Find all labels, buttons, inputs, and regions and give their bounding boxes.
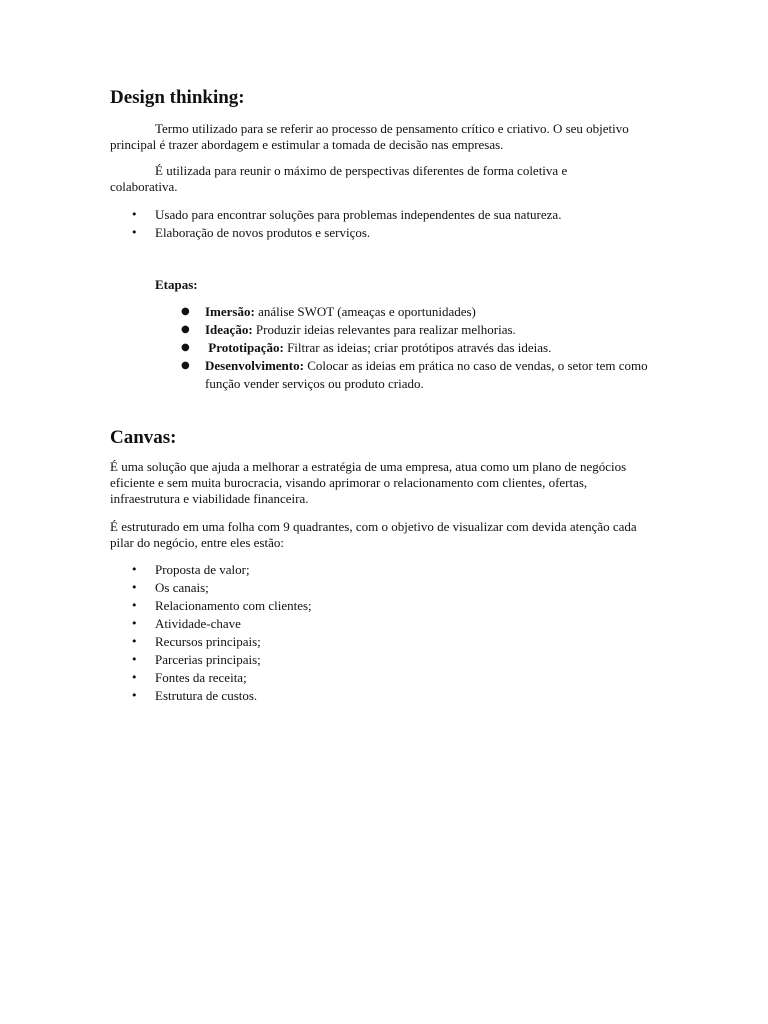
list-item-text: Atividade-chave [155,616,241,631]
etapa-item [0,339,655,357]
list-item [0,669,312,687]
bullet-icon: • [131,671,138,684]
list-item-text: Proposta de valor; [155,562,250,577]
bullet-icon: • [131,689,138,702]
bullet-icon: • [131,635,138,648]
canvas-heading: Canvas: [110,427,177,448]
list-item-text: Estrutura de custos. [155,688,258,703]
etapa-term: Prototipação: [205,340,284,355]
list-item [0,579,312,597]
canvas-paragraph-2: É estruturado em uma folha com 9 quadrantes, com o objetivo de visualizar com devida atenção cada pilar do negócio, entre eles estão: [110,519,637,550]
etapa-term: Imersão: [205,304,255,319]
etapa-term: Desenvolvimento: [205,358,304,373]
etapas-list [0,303,655,393]
bullet-icon: ● [181,342,190,353]
bullet-icon: • [131,581,138,594]
design-thinking-heading: Design thinking: [110,87,245,108]
list-item [0,224,561,242]
bullet-icon: • [131,226,138,239]
design-thinking-paragraph-1: Termo utilizado para se referir ao processo de pensamento crítico e criativo. O seu objetivo principal é trazer abordagem e estimular a tomada de decisão nas empresas. [110,121,629,152]
etapa-description: análise SWOT (ameaças e oportunidades) [254,304,476,319]
bullet-icon: • [131,617,138,630]
etapas-label: Etapas: [155,277,198,292]
etapa-description: Produzir ideias relevantes para realizar melhorias. [252,322,516,337]
list-item [0,597,312,615]
canvas-paragraph-1: É uma solução que ajuda a melhorar a estratégia de uma empresa, atua como um plano de negócios eficiente e sem muita burocracia, visando aprimorar o relacionamento com clientes, ofertas, infraestrutura e viabilidade financeira. [110,459,627,506]
canvas-bullet-list [0,561,312,705]
list-item [0,561,312,579]
bullet-icon: ● [181,360,190,371]
bullet-icon: ● [181,306,190,317]
list-item-text: Fontes da receita; [155,670,247,685]
list-item [0,615,312,633]
bullet-icon: ● [181,324,190,335]
bullet-icon: • [131,653,138,666]
list-item-text: Recursos principais; [155,634,261,649]
list-item-text: Parcerias principais; [155,652,261,667]
etapa-item [0,303,655,321]
bullet-icon: • [131,599,138,612]
list-item-text: Relacionamento com clientes; [155,598,312,613]
list-item-text: Elaboração de novos produtos e serviços. [155,225,371,240]
list-item [0,687,312,705]
design-thinking-bullet-list [0,206,561,242]
list-item [0,651,312,669]
etapa-item [0,321,655,339]
bullet-icon: • [131,208,138,221]
list-item-text: Os canais; [155,580,209,595]
etapa-description: Filtrar as ideias; criar protótipos através das ideias. [283,340,552,355]
list-item [0,206,561,224]
design-thinking-paragraph-2: É utilizada para reunir o máximo de perspectivas diferentes de forma coletiva e colaborativa. [110,163,568,194]
list-item [0,633,312,651]
etapa-term: Ideação: [205,322,253,337]
list-item-text: Usado para encontrar soluções para problemas independentes de sua natureza. [155,207,562,222]
etapa-item [0,357,655,393]
etapa-description: Colocar as ideias em prática no caso de vendas, o setor tem como função vender serviços ou produto criado. [205,358,648,391]
bullet-icon: • [131,563,138,576]
